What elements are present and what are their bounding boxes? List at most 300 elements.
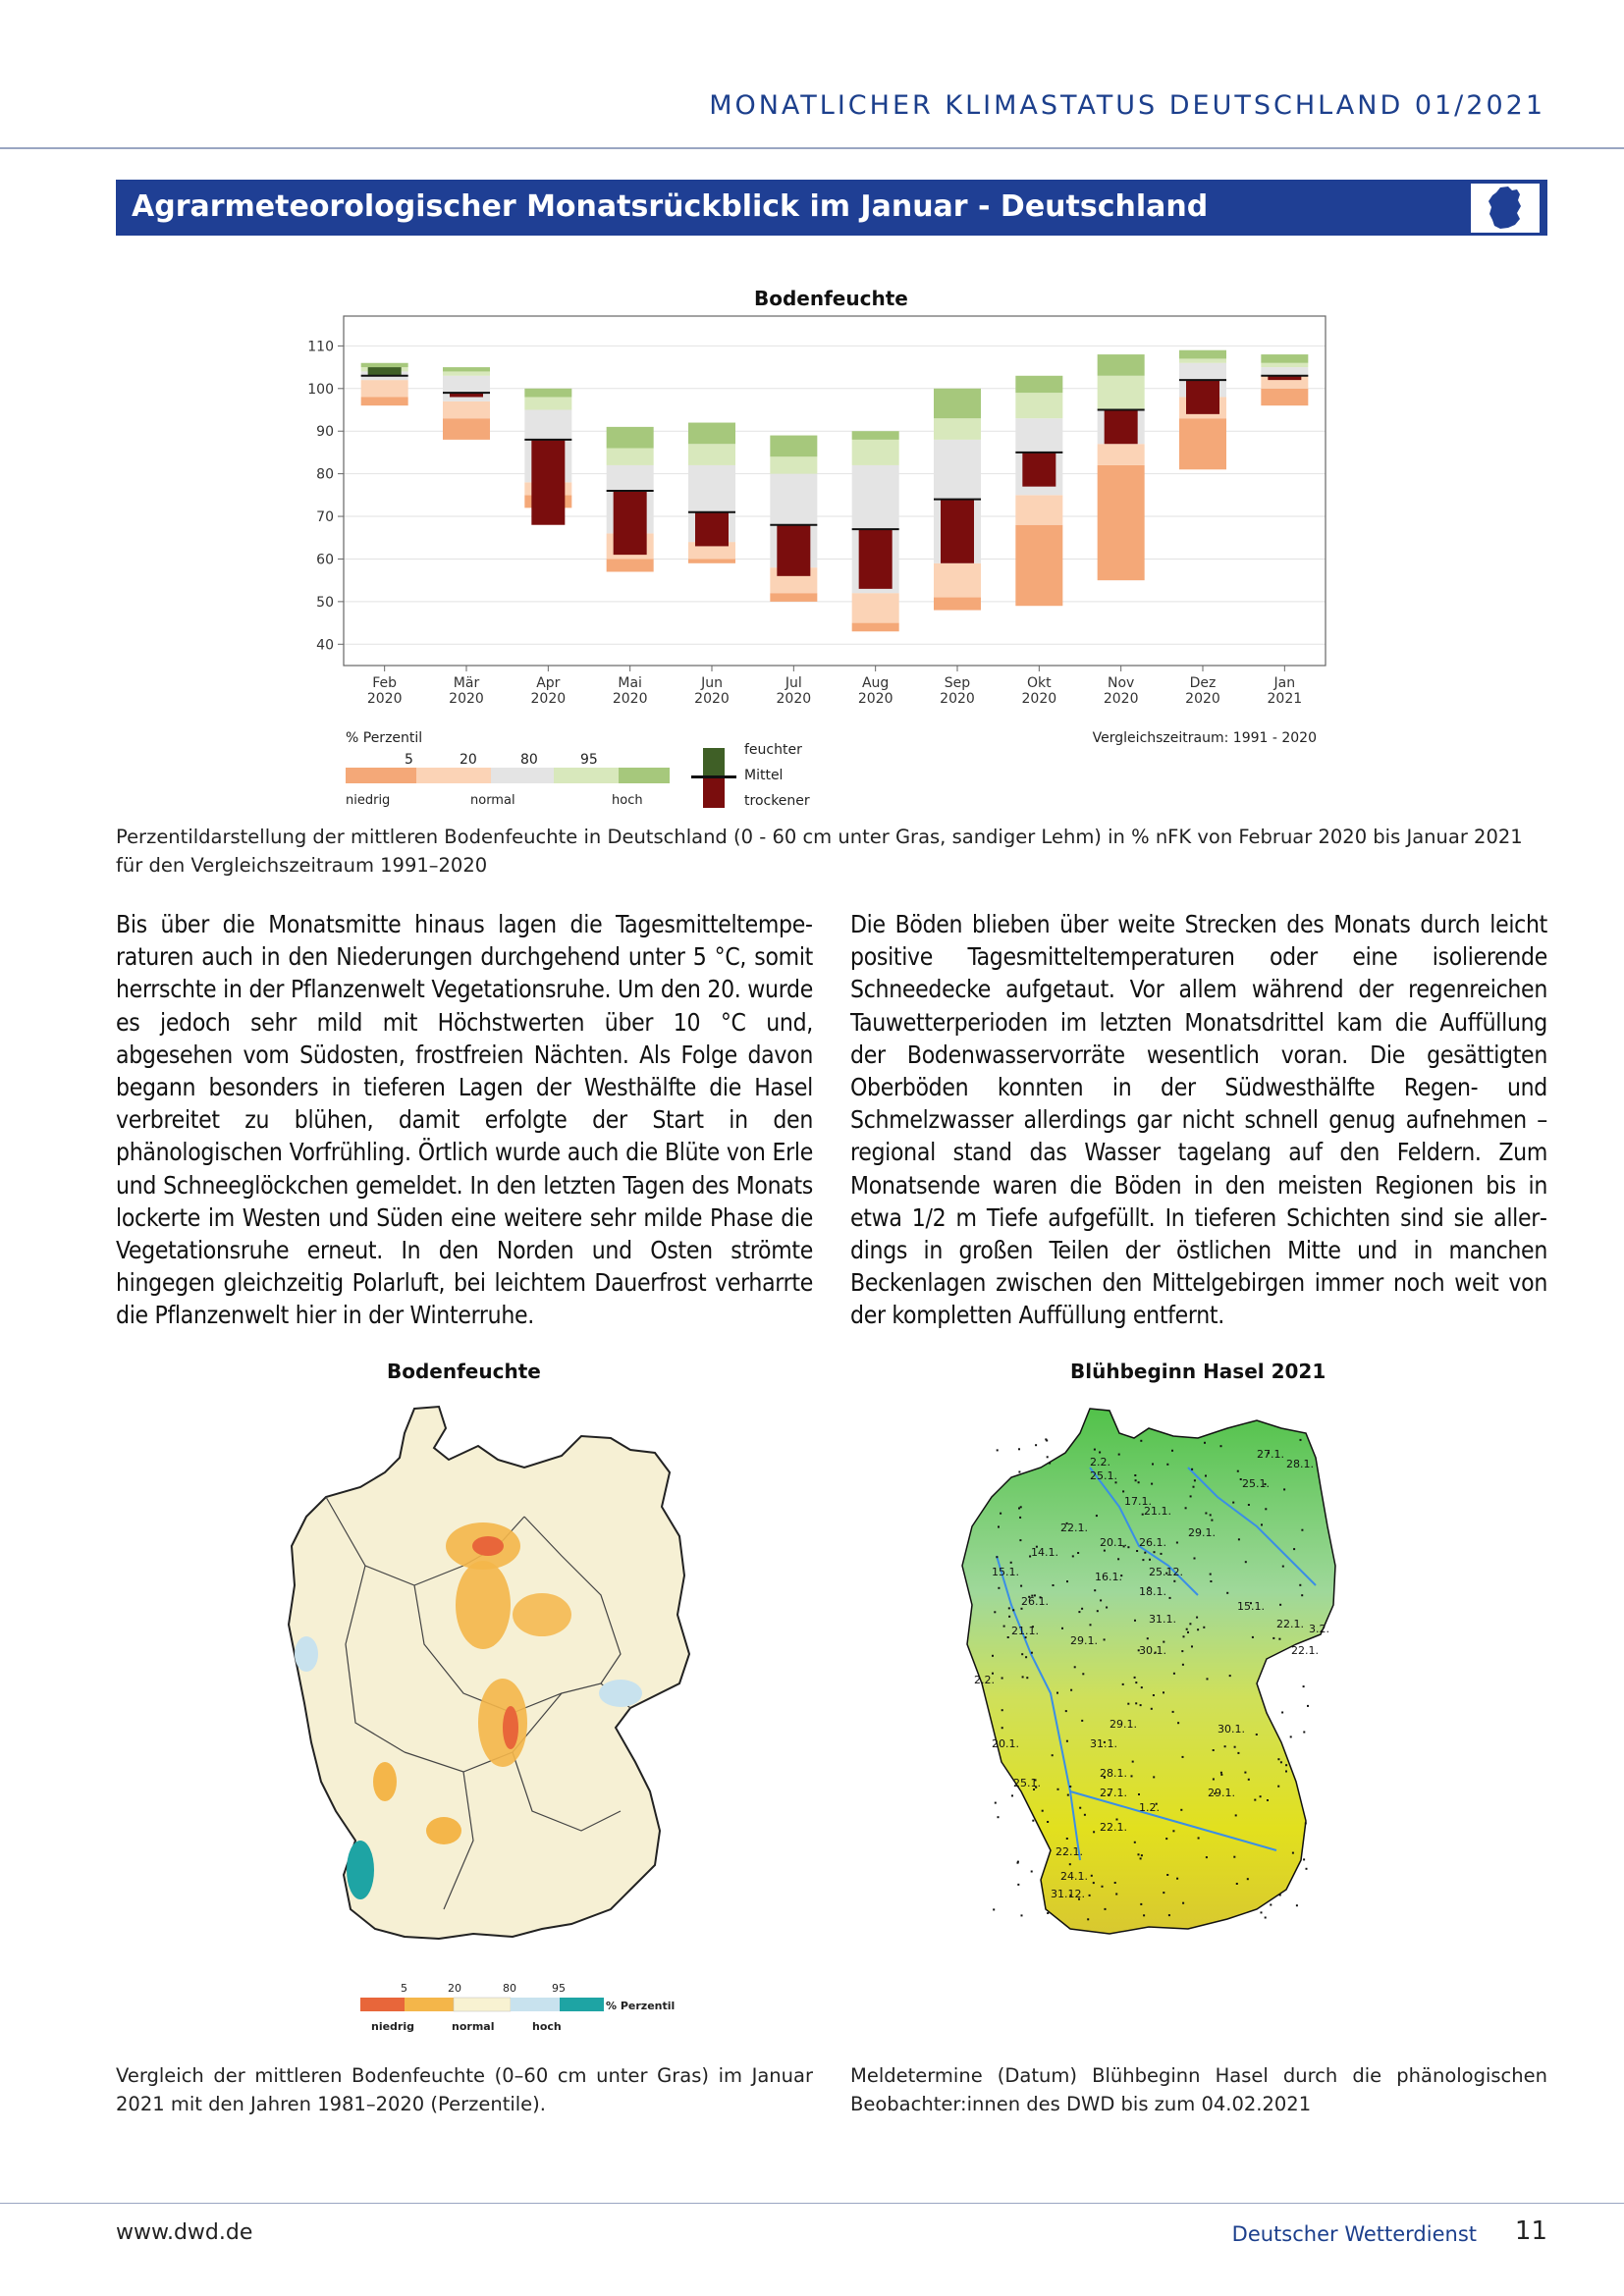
x-tick-label-month: Jun — [701, 675, 723, 691]
observation-dot — [1300, 1439, 1302, 1441]
observation-dot — [998, 1526, 1000, 1528]
observation-dot — [1206, 1856, 1208, 1858]
legend-label-drier: trockener — [744, 793, 810, 809]
bar-segment-p0-5 — [361, 397, 408, 405]
observation-dot — [1171, 1450, 1173, 1452]
observation-dot — [1021, 1653, 1023, 1655]
observation-dot — [1079, 1807, 1081, 1809]
observation-dot — [1152, 1464, 1154, 1466]
observation-dot — [1293, 1548, 1295, 1550]
observation-dot — [1248, 1779, 1250, 1781]
y-tick-label: 90 — [316, 424, 334, 441]
footer-publisher: Deutscher Wetterdienst — [1231, 2222, 1477, 2246]
observation-dot — [1010, 1562, 1012, 1564]
legend-tick-95: 95 — [580, 752, 598, 768]
observation-dot — [1012, 1609, 1014, 1611]
observation-dot — [1131, 1775, 1133, 1777]
percentile-legend-strip — [346, 768, 670, 783]
observation-dot — [1235, 1814, 1237, 1816]
observation-dot — [1220, 1445, 1222, 1447]
observation-dot — [1104, 1638, 1106, 1640]
observation-dot — [1281, 1712, 1283, 1714]
x-tick-label-year: 2020 — [449, 691, 484, 707]
observation-dot — [1176, 1542, 1178, 1544]
anomaly-bar — [941, 500, 974, 563]
date-label: 28.1. — [1286, 1458, 1314, 1470]
observation-dot — [1093, 1882, 1095, 1884]
date-label: 31.12. — [1051, 1888, 1085, 1900]
observation-dot — [1078, 1611, 1080, 1613]
observation-dot — [1207, 1678, 1209, 1680]
observation-dot — [1077, 1552, 1079, 1554]
bar-segment-p20-80 — [1261, 367, 1308, 376]
observation-dot — [1134, 1677, 1136, 1679]
observation-dot — [1229, 1675, 1231, 1677]
observation-dot — [1272, 1637, 1274, 1639]
chart-grid — [344, 346, 1326, 644]
observation-dot — [1277, 1786, 1279, 1788]
observation-dot — [1104, 1550, 1106, 1552]
observation-dot — [1181, 1650, 1183, 1652]
observation-dot — [1022, 1676, 1024, 1678]
observation-dot — [1021, 1914, 1023, 1916]
observation-dot — [1017, 1862, 1019, 1864]
date-label: 22.1. — [1291, 1644, 1319, 1657]
observation-dot — [1090, 1624, 1092, 1626]
observation-dot — [1118, 1454, 1120, 1456]
observation-dot — [1305, 1822, 1307, 1824]
observation-dot — [1087, 1918, 1089, 1920]
date-label: 30.1. — [1218, 1723, 1245, 1735]
date-label: 3.2. — [1309, 1623, 1329, 1635]
observation-dot — [1220, 1772, 1222, 1774]
footer-url[interactable]: www.dwd.de — [116, 2220, 253, 2245]
observation-dot — [1307, 1705, 1309, 1707]
map-legend-tick-80: 80 — [503, 1982, 516, 1995]
observation-dot — [1047, 1821, 1049, 1823]
bar-segment-p95-100 — [443, 367, 490, 371]
dry-area-franconia — [478, 1679, 527, 1767]
observation-dot — [1172, 1830, 1174, 1832]
plot-frame — [344, 316, 1326, 666]
observation-dot — [1069, 1786, 1071, 1788]
date-label: 22.1. — [1056, 1845, 1083, 1858]
bar-segment-p0-5 — [770, 593, 817, 602]
observation-dot — [1052, 1754, 1054, 1756]
observation-dot — [1213, 1779, 1215, 1781]
observation-dot — [1018, 1508, 1020, 1510]
x-tick-label-year: 2020 — [612, 691, 648, 707]
observation-dot — [1047, 1912, 1049, 1914]
map-legend-tick-5: 5 — [401, 1982, 407, 1995]
observation-dot — [1279, 1604, 1281, 1606]
bar-segment-p0-5 — [852, 623, 899, 632]
observation-dot — [1149, 1559, 1151, 1561]
bar-segment-p20-80 — [443, 376, 490, 401]
observation-dot — [1084, 1814, 1086, 1816]
observation-dot — [1018, 1471, 1020, 1473]
germany-map-icon — [1471, 184, 1540, 233]
date-label: 2.2. — [974, 1674, 995, 1686]
observation-dot — [1138, 1853, 1140, 1855]
observation-dot — [1134, 1620, 1136, 1622]
y-tick-label: 60 — [316, 552, 334, 568]
y-tick-label: 100 — [307, 381, 334, 398]
observation-dot — [1261, 1523, 1263, 1525]
observation-dot — [1025, 1656, 1027, 1658]
observation-dot — [1001, 1678, 1003, 1680]
map-legend-unit: % Perzentil — [606, 2000, 676, 2012]
map-legend-normal: normal — [452, 2020, 495, 2033]
legend-tick-80: 80 — [520, 752, 538, 768]
observation-dot — [1189, 1623, 1191, 1625]
x-tick-label-month: Dez — [1189, 675, 1217, 691]
legend-tick-20: 20 — [460, 752, 477, 768]
legend-category-low: niedrig — [346, 793, 391, 808]
observation-dot — [1176, 1878, 1178, 1880]
bar-segment-p0-5 — [443, 418, 490, 440]
left-map-title: Bodenfeuchte — [387, 1360, 541, 1383]
reference-period: Vergleichszeitraum: 1991 - 2020 — [1092, 730, 1317, 746]
observation-dot — [1301, 1529, 1303, 1531]
observation-dot — [1122, 1683, 1124, 1685]
observation-dot — [995, 1802, 997, 1804]
observation-dot — [1001, 1709, 1003, 1711]
x-tick-label-year: 2020 — [1185, 691, 1220, 707]
x-tick-label-month: Mär — [453, 675, 480, 691]
observation-dot — [1183, 1635, 1185, 1637]
anomaly-bar — [614, 491, 647, 555]
legend-category-high: hoch — [612, 793, 643, 808]
bar-segment-p95-100 — [934, 389, 981, 418]
report-header-title: MONATLICHER KLIMASTATUS DEUTSCHLAND 01/2021 — [709, 90, 1545, 121]
observation-dot — [1096, 1515, 1098, 1517]
observation-dot — [1066, 1580, 1068, 1582]
observation-dot — [1172, 1711, 1174, 1713]
map-legend-tick-20: 20 — [448, 1982, 461, 1995]
observation-dot — [1261, 1911, 1263, 1913]
observation-dot — [1056, 1692, 1058, 1694]
observation-dot — [1252, 1636, 1254, 1638]
left-map-caption: Vergleich der mittleren Bodenfeuchte (0–60 cm unter Gras) im Januar 2021 mit den Jahren 1981–2020 (Perzentile). — [116, 2064, 813, 2115]
observation-dot — [1072, 1555, 1074, 1557]
observation-dot — [1190, 1495, 1192, 1497]
x-tick-label-month: Sep — [944, 675, 971, 691]
observation-dot — [1097, 1610, 1099, 1612]
observation-dot — [1161, 1553, 1163, 1555]
bar-segment-p5-20 — [443, 401, 490, 418]
observation-dot — [1187, 1631, 1189, 1633]
y-tick-label: 70 — [316, 509, 334, 526]
map-legend-tick-95: 95 — [552, 1982, 566, 1995]
observation-dot — [1049, 1463, 1051, 1465]
observation-dot — [1136, 1550, 1138, 1552]
observation-dot — [994, 1611, 996, 1613]
legend-label-mean: Mittel — [744, 768, 784, 783]
observation-dot — [1094, 1589, 1096, 1591]
y-tick-label: 110 — [307, 339, 334, 355]
x-tick-label-year: 2020 — [530, 691, 567, 707]
section-banner — [116, 180, 1547, 236]
bar-segment-p0-5 — [1015, 525, 1062, 606]
bar-segment-p95-100 — [1098, 354, 1145, 376]
x-tick-label-year: 2020 — [857, 691, 893, 707]
observation-dot — [1135, 1682, 1137, 1683]
date-label: 25.1. — [1013, 1777, 1041, 1789]
observation-dot — [1147, 1637, 1149, 1639]
bar-segment-p95-100 — [524, 389, 571, 398]
observation-dot — [1019, 1517, 1021, 1519]
observation-dot — [1306, 1868, 1308, 1870]
x-tick-label-month: Apr — [536, 675, 561, 691]
observation-dot — [1140, 1704, 1142, 1706]
legend-tick-5: 5 — [405, 752, 413, 768]
body-text-right: Die Böden blieben über weite Strecken des Monats durch leicht positive Tagesmitteltemperaturen oder eine isolierende Schneedecke aufgetaut. Vor allem während der regenreichen Tauwetterperioden im letzten Monatsdrittel kam die Auffüllung der Bodenwasservorräte wesentlich voran. Die gesättigten Oberböden konnten in der Südwesthälfte Regen- und Schmelzwasser allerdings gar nicht schnell genug aufnehmen – regional stand das Wasser tagelang auf den Feldern. Zum Monatsende waren die Böden in den meisten Regionen bis in etwa 1/2 m Tiefe aufgefüllt. In tieferen Schichten sind sie allerdings in großen Teilen der östlichen Mitte und in manchen Beckenlagen zwischen den Mittelgebirgen immer noch weit von der kompletten Auffüllung entfernt. — [850, 910, 1547, 1330]
anomaly-bar — [695, 512, 729, 547]
bar-segment-p80-95 — [852, 440, 899, 465]
bar-segment-p80-95 — [770, 456, 817, 473]
observation-dot — [1122, 1490, 1124, 1492]
anomaly-bar — [1105, 410, 1138, 445]
observation-dot — [1213, 1749, 1215, 1751]
observation-dot — [1031, 1652, 1033, 1654]
observation-dot — [1163, 1691, 1164, 1693]
germany-outline-phenology — [962, 1409, 1335, 1934]
legend-mean-line — [691, 775, 736, 778]
observation-dot — [1211, 1520, 1213, 1522]
observation-dot — [1173, 1580, 1175, 1582]
bar-segment-p95-100 — [1179, 350, 1226, 359]
date-label: 22.1. — [1276, 1618, 1304, 1630]
observation-dot — [1163, 1641, 1164, 1643]
observation-dot — [1191, 1645, 1193, 1647]
legend-swatch-drier — [703, 778, 725, 808]
date-label: 21.1. — [1011, 1625, 1039, 1637]
observation-dot — [1224, 1745, 1226, 1747]
observation-dot — [1210, 1514, 1212, 1516]
bar-segment-p95-100 — [1261, 354, 1308, 363]
observation-dot — [1285, 1764, 1287, 1766]
observation-dot — [1205, 1513, 1207, 1515]
observation-dot — [1278, 1638, 1280, 1640]
observation-dot — [1277, 1758, 1279, 1760]
observation-dot — [1182, 1902, 1184, 1904]
anomaly-bar — [1186, 380, 1219, 414]
observation-dot — [1065, 1710, 1067, 1712]
observation-dot — [1180, 1809, 1182, 1811]
legend-category-normal: normal — [470, 793, 515, 808]
observation-dot — [1018, 1448, 1020, 1450]
observation-dot — [1035, 1444, 1037, 1446]
x-axis-ticks — [367, 666, 1302, 707]
y-tick-label: 40 — [316, 637, 334, 654]
bar-segment-p5-20 — [1015, 495, 1062, 524]
y-axis-ticks — [307, 339, 344, 653]
bar-segment-p80-95 — [443, 371, 490, 375]
x-tick-label-month: Jul — [785, 675, 802, 691]
dry-area-east — [513, 1593, 571, 1636]
observation-dot — [1143, 1914, 1145, 1916]
observation-dot — [1237, 1752, 1239, 1754]
date-label: 21.1. — [1144, 1505, 1171, 1518]
dry-area-central — [456, 1561, 511, 1649]
observation-dot — [1154, 1551, 1156, 1553]
observation-dot — [1138, 1793, 1140, 1795]
observation-dot — [1089, 1895, 1091, 1896]
observation-dot — [1290, 1735, 1292, 1737]
observation-dot — [1115, 1894, 1117, 1896]
top-figure-caption: Perzentildarstellung der mittleren Bodenfeuchte in Deutschland (0 - 60 cm unter Gras, sandiger Lehm) in % nFK von Februar 2020 bis Januar 2021 für den Vergleichszeitraum 1991–2020 — [116, 826, 1523, 877]
date-label: 14.1. — [1031, 1546, 1058, 1559]
date-label: 2.2. — [1090, 1456, 1110, 1468]
observation-dot — [1193, 1486, 1195, 1488]
anomaly-bar — [777, 525, 810, 576]
anomaly-bar — [368, 367, 402, 376]
date-label: 24.1. — [1060, 1870, 1088, 1883]
observation-dot — [1260, 1795, 1262, 1797]
observation-dot — [1105, 1908, 1107, 1910]
page-number: 11 — [1514, 2216, 1547, 2246]
observation-dot — [1140, 1440, 1142, 1442]
legend-swatch-high — [619, 768, 670, 783]
right-map-title: Blühbeginn Hasel 2021 — [1070, 1360, 1326, 1383]
observation-dot — [1144, 1552, 1146, 1554]
observation-dot — [1114, 1882, 1116, 1884]
observation-dot — [1205, 1475, 1207, 1477]
observation-dot — [1198, 1838, 1200, 1840]
date-label: 26.1. — [1139, 1536, 1166, 1549]
date-label: 30.1. — [1139, 1644, 1166, 1657]
observation-dot — [1303, 1732, 1305, 1734]
observation-dot — [1210, 1580, 1212, 1582]
x-tick-label-year: 2021 — [1267, 691, 1303, 707]
bar-segment-p5-20 — [934, 563, 981, 598]
observation-dot — [1102, 1886, 1104, 1888]
legend-title: % Perzentil — [346, 730, 423, 746]
observation-dot — [1303, 1685, 1305, 1687]
observation-dot — [1280, 1761, 1282, 1763]
date-label: 28.1. — [1100, 1767, 1127, 1780]
wet-area-west — [295, 1636, 318, 1672]
observation-dot — [1019, 1539, 1021, 1541]
observation-dot — [1265, 1917, 1267, 1919]
legend-swatch-normal — [491, 768, 554, 783]
bar-segment-p95-100 — [607, 427, 654, 449]
x-tick-label-year: 2020 — [1103, 691, 1139, 707]
observation-dot — [1047, 1456, 1049, 1458]
observation-dot — [1196, 1617, 1198, 1619]
very-wet-area-black-forest — [347, 1841, 374, 1899]
observation-dot — [1011, 1794, 1013, 1796]
observation-dot — [1153, 1776, 1155, 1778]
observation-dot — [1238, 1538, 1240, 1540]
observation-dot — [1191, 1468, 1193, 1470]
observation-dot — [1226, 1592, 1228, 1594]
observation-dot — [1245, 1561, 1247, 1563]
date-label: 29.1. — [1208, 1787, 1235, 1799]
observation-dot — [1057, 1789, 1059, 1790]
observation-dot — [1138, 1481, 1140, 1483]
observation-dot — [1099, 1452, 1101, 1454]
date-label: 20.1. — [992, 1737, 1019, 1750]
observation-dot — [1237, 1470, 1239, 1472]
anomaly-bar — [1022, 453, 1056, 487]
body-text-left: Bis über die Monatsmitte hinaus lagen die Tagesmitteltemperaturen auch in den Niederungen durchgehend unter 5 °C, somit herrschte in der Pflanzenwelt Vegetationsruhe. Um den 20. wurde es jedoch sehr mild mit Höchstwerten über 10 °C und, abgesehen vom Südosten, frostfreien Nächten. Als Folge davon begann besonders in tieferen Lagen der Westhälfte die Hasel verbreitet zu blühen, damit erfolgte der Start in den phänologischen Vorfrühling. Örtlich wurde auch die Blüte von Erle und Schneeglöckchen gemeldet. In den letzten Tagen des Monats lockerte im Westen und Süden eine weitere sehr milde Phase die Vegetationsruhe erneut. In den Norden und Osten strömte hingegen gleichzeitig Polarluft, bei leichtem Dauerfrost verharrte die Pflanzenwelt hier in der Winterruhe. — [116, 910, 813, 1330]
date-label: 20.1. — [1100, 1536, 1127, 1549]
x-tick-label-year: 2020 — [776, 691, 812, 707]
observation-dot — [1292, 1852, 1294, 1854]
y-tick-label: 50 — [316, 594, 334, 611]
observation-dot — [1169, 1597, 1171, 1599]
observation-dot — [1067, 1794, 1069, 1796]
date-label: 25.1. — [1090, 1469, 1117, 1482]
bar-segment-p95-100 — [770, 436, 817, 457]
date-label: 27.1. — [1257, 1448, 1284, 1461]
observation-dot — [1177, 1722, 1179, 1724]
date-label: 29.1. — [1188, 1526, 1216, 1539]
date-label: 29.1. — [1070, 1634, 1098, 1647]
observation-dot — [1020, 1585, 1022, 1587]
observation-dot — [1008, 1607, 1010, 1609]
bar-segment-p5-20 — [361, 380, 408, 397]
observation-dot — [1042, 1810, 1044, 1812]
date-label: 26.1. — [1021, 1595, 1049, 1608]
very-dry-area-franconia — [503, 1706, 518, 1749]
observation-dot — [1248, 1504, 1250, 1506]
x-tick-label-year: 2020 — [694, 691, 730, 707]
legend-label-wetter: feuchter — [744, 742, 802, 758]
observation-dot — [1236, 1883, 1238, 1885]
observation-dot — [1168, 1914, 1170, 1916]
x-tick-label-month: Okt — [1027, 675, 1052, 691]
observation-dot — [1093, 1831, 1095, 1833]
observation-dot — [1165, 1838, 1167, 1840]
date-label: 17.1. — [1124, 1495, 1152, 1508]
bar-segment-p0-5 — [607, 559, 654, 571]
observation-dot — [1134, 1474, 1136, 1476]
observation-dot — [1296, 1904, 1298, 1906]
observation-dot — [1066, 1740, 1068, 1742]
observation-dot — [1008, 1616, 1010, 1618]
legend-swatch-low — [346, 768, 416, 783]
very-dry-area-harz — [472, 1536, 504, 1556]
observation-dot — [1194, 1558, 1196, 1560]
observation-dot — [1185, 1507, 1187, 1509]
observation-dot — [1244, 1772, 1246, 1774]
observation-dot — [1279, 1895, 1281, 1896]
observation-dot — [1001, 1727, 1003, 1729]
observation-dot — [1135, 1479, 1137, 1481]
observation-dot — [1007, 1636, 1009, 1638]
date-label: 15.1. — [1237, 1600, 1265, 1613]
observation-dot — [1151, 1483, 1153, 1485]
observation-dot — [998, 1816, 1000, 1818]
observation-dot — [1153, 1694, 1155, 1696]
observation-dot — [1301, 1594, 1303, 1596]
observation-dot — [1081, 1720, 1083, 1722]
legend-swatch-below-normal — [416, 768, 491, 783]
date-label: 15.1. — [992, 1566, 1019, 1578]
observation-dot — [1100, 1599, 1102, 1601]
observation-dot — [1234, 1746, 1236, 1748]
x-tick-label-month: Aug — [861, 675, 890, 691]
observation-dot — [1000, 1513, 1001, 1515]
date-label: 25.12. — [1149, 1566, 1183, 1578]
observation-dot — [998, 1587, 1000, 1589]
bar-segment-p95-100 — [688, 423, 735, 445]
observation-dot — [1256, 1734, 1258, 1735]
chart-bars — [361, 350, 1309, 632]
